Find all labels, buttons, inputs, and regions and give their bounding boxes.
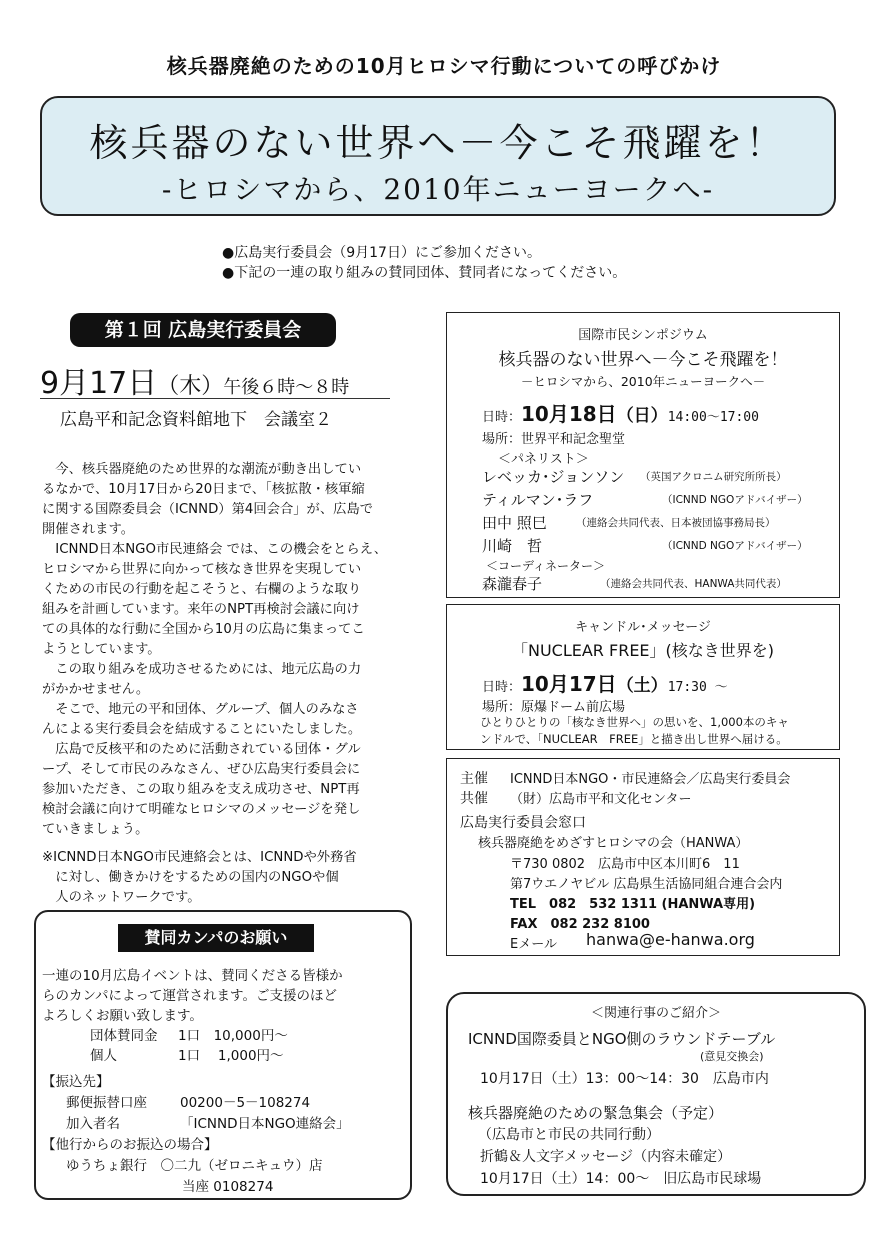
footnote-line: に対し、働きかけをするための国内のNGOや個 [42, 870, 339, 885]
title-box [40, 96, 836, 216]
event2-detail: 折鶴＆人文字メッセージ（内容未確定） [480, 1149, 732, 1165]
candle-place: 場所：原爆ドーム前広場 [482, 700, 626, 715]
body-line: ていきましょう。 [42, 822, 149, 837]
candle-label: キャンドル･メッセージ [575, 620, 711, 635]
fee-amount-group: 1口 10,000円～ [178, 1028, 288, 1044]
note-2: ● 下記の一連の取り組みの賛同団体、賛同者になってください。 [222, 262, 626, 282]
symposium-subtitle: －ヒロシマから、2010年ニューヨークへ－ [520, 374, 766, 389]
body-line: くための市民の行動を起こそうと、右欄のような取り [42, 582, 362, 597]
body-line: この取り組みを成功させるためには、地元広島の力 [42, 662, 362, 677]
postal-account-value: 00200－5－108274 [180, 1095, 311, 1111]
body-line: ヒロシマから世界に向かって核なき世界を実現してい [42, 562, 362, 577]
meeting-date-weekday: （木） [157, 374, 224, 399]
candle-date-weekday: （土） [616, 676, 668, 696]
panelist-name: レベッカ･ジョンソン [482, 468, 625, 486]
candle-date-time: 17:30 ～ [667, 680, 728, 695]
org-tel: TEL 082 532 1311 (HANWA専用) [510, 897, 756, 912]
candle-date-big: 10月17日 [521, 672, 617, 696]
candle-title: 「NUCLEAR FREE」(核なき世界を) [511, 641, 775, 660]
panelist-name: 川崎 哲 [482, 537, 543, 555]
support-intro: よろしくお願い致します。 [42, 1008, 203, 1024]
cohost-label: 共催 [460, 791, 488, 807]
symposium-date [482, 398, 759, 427]
committee-badge: 第１回 広島実行委員会 [70, 313, 336, 347]
panelist-role: （英国アクロニム研究所所長） [640, 471, 787, 483]
body-line: 組みを計画しています。来年のNPT再検討会議に向け [42, 602, 360, 617]
panelist-role: （ICNND NGOアドバイザー） [662, 494, 808, 506]
support-intro: 一連の10月広島イベントは、賛同くださる皆様か [42, 968, 343, 984]
footnote-line: 人のネットワークです。 [42, 890, 201, 905]
event2-title: 核兵器廃絶のための緊急集会（予定） [468, 1104, 724, 1122]
transfer-heading: 【振込先】 [42, 1074, 110, 1090]
body-line: 開催されます。 [42, 522, 135, 537]
candle-desc: ひとりひとりの「核なき世界へ」の思いを、1,000本のキャ [480, 715, 789, 729]
account-holder-label: 加入者名 [66, 1116, 120, 1132]
body-line: ての具体的な行動に全国から10月の広島に集まってこ [42, 622, 365, 637]
symposium-label: 国際市民シンポジウム [578, 328, 708, 343]
body-line: 今、核兵器廃絶のため世界的な潮流が動き出してい [42, 462, 362, 477]
symposium-place: 場所：世界平和記念聖堂 [482, 432, 626, 447]
body-line: んによる実行委員会を結成することにいたしました。 [42, 722, 362, 737]
host-value: ICNND日本NGO・市民連絡会／広島実行委員会 [510, 772, 791, 787]
events-heading: ＜関連行事のご紹介＞ [590, 1006, 721, 1021]
panelist-heading: ＜パネリスト＞ [498, 452, 589, 467]
symposium-date-weekday: （日） [616, 406, 668, 426]
org-postal: 〒730 0802 広島市中区本川町6 11 [510, 857, 740, 872]
body-line: がかかせません。 [42, 682, 150, 697]
coordinator-name: 森瀧春子 [482, 575, 543, 593]
sub-title: -ヒロシマから、2010年ニューヨークへ- [161, 173, 715, 206]
main-title: 核兵器のない世界へ－今こそ飛躍を！ [89, 121, 787, 165]
panelist-name: 田中 照巳 [482, 514, 547, 532]
footnote-line: ※ICNND日本NGO市民連絡会とは、ICNNDや外務省 [42, 850, 357, 865]
meeting-venue: 広島平和記念資料館地下 会議室２ [60, 410, 332, 430]
window-label: 広島実行委員会窓口 [460, 815, 586, 831]
account-holder-value: 「ICNND日本NGO連絡会」 [180, 1116, 350, 1132]
body-line: に関する国際委員会（ICNND）第4回会合」が、広島で [42, 502, 374, 517]
fee-amount-individual: 1口 1,000円～ [178, 1048, 284, 1064]
org-email-label: Eメール [510, 937, 557, 952]
meeting-date-time: 午後６時～８時 [223, 377, 350, 398]
body-line: そこで、地元の平和団体、グループ、個人のみなさ [42, 702, 359, 717]
body-line: 広島で反核平和のために活動されている団体・グル [42, 742, 361, 757]
meeting-date [40, 358, 400, 402]
event2-sub: （広島市と市民の共同行動） [478, 1127, 660, 1143]
event2-date: 10月17日（土）14：00～ 旧広島市民球場 [480, 1171, 762, 1187]
cohost-value: （財）広島市平和文化センター [510, 792, 692, 807]
account-line: 当座 0108274 [182, 1179, 274, 1195]
top-heading: 核兵器廃絶のための10月ヒロシマ行動についての呼びかけ [166, 54, 722, 78]
panelist-name: ティルマン･ラフ [482, 491, 594, 509]
event1-date: 10月17日（土）13：00～14：30 広島市内 [480, 1071, 769, 1087]
body-line: るなかで、10月17日から20日まで、「核拡散・核軍縮 [42, 482, 365, 497]
body-line: 参加いただき、この取り組みを支え成功させ、NPT再 [42, 782, 360, 797]
symposium-date-big: 10月18日 [521, 402, 617, 426]
body-line: ICNND日本NGO市民連絡会 では、この機会をとらえ、 [42, 542, 388, 557]
note-1: ● 広島実行委員会（9月17日）にご参加ください。 [222, 242, 541, 262]
date-divider [40, 398, 390, 399]
org-group: 核兵器廃絶をめざすヒロシマの会（HANWA） [478, 836, 749, 851]
coordinator-role: （連絡会共同代表、HANWA共同代表） [600, 578, 787, 590]
event1-sub: (意見交換会) [700, 1050, 764, 1063]
org-building: 第7ウエノヤビル 広島県生活協同組合連合会内 [510, 877, 783, 892]
org-email[interactable]: hanwa@e-hanwa.org [586, 930, 755, 949]
bank-line: ゆうちょ銀行 〇二九（ゼロニキュウ）店 [66, 1158, 323, 1174]
coordinator-heading: ＜コーディネーター＞ [486, 559, 606, 573]
fee-label-group: 団体賛同金 [90, 1028, 158, 1044]
postal-account-label: 郵便振替口座 [66, 1095, 147, 1111]
support-badge: 賛同カンパのお願い [118, 924, 314, 952]
body-line: 検討会議に向けて明確なヒロシマのメッセージを発し [42, 802, 361, 817]
panelist-role: （ICNND NGOアドバイザー） [662, 540, 808, 552]
host-label: 主催 [460, 771, 488, 787]
other-bank-heading: 【他行からのお振込の場合】 [42, 1137, 218, 1153]
candle-date-prefix: 日時： [482, 680, 522, 695]
symposium-title: 核兵器のない世界へ－今こそ飛躍を！ [498, 350, 788, 370]
panelist-role: （連絡会共同代表、日本被団協事務局長） [576, 517, 776, 529]
event1-title: ICNND国際委員とNGO側のラウンドテーブル [468, 1030, 776, 1048]
support-intro: らのカンパによって運営されます。ご支援のほど [42, 988, 337, 1004]
symposium-date-prefix: 日時： [482, 410, 522, 425]
candle-date [482, 668, 728, 697]
symposium-date-time: 14:00～17:00 [667, 410, 759, 425]
body-line: ープ、そして市民のみなさん、ぜひ広島実行委員会に [42, 762, 361, 777]
candle-desc: ンドルで、「NUCLEAR FREE」と描き出し世界へ届ける。 [480, 732, 788, 746]
meeting-date-main: 9月17日 [40, 366, 158, 401]
fee-label-individual: 個人 [90, 1048, 117, 1064]
body-line: ようとしています。 [42, 642, 161, 657]
org-fax: FAX 082 232 8100 [510, 917, 650, 932]
